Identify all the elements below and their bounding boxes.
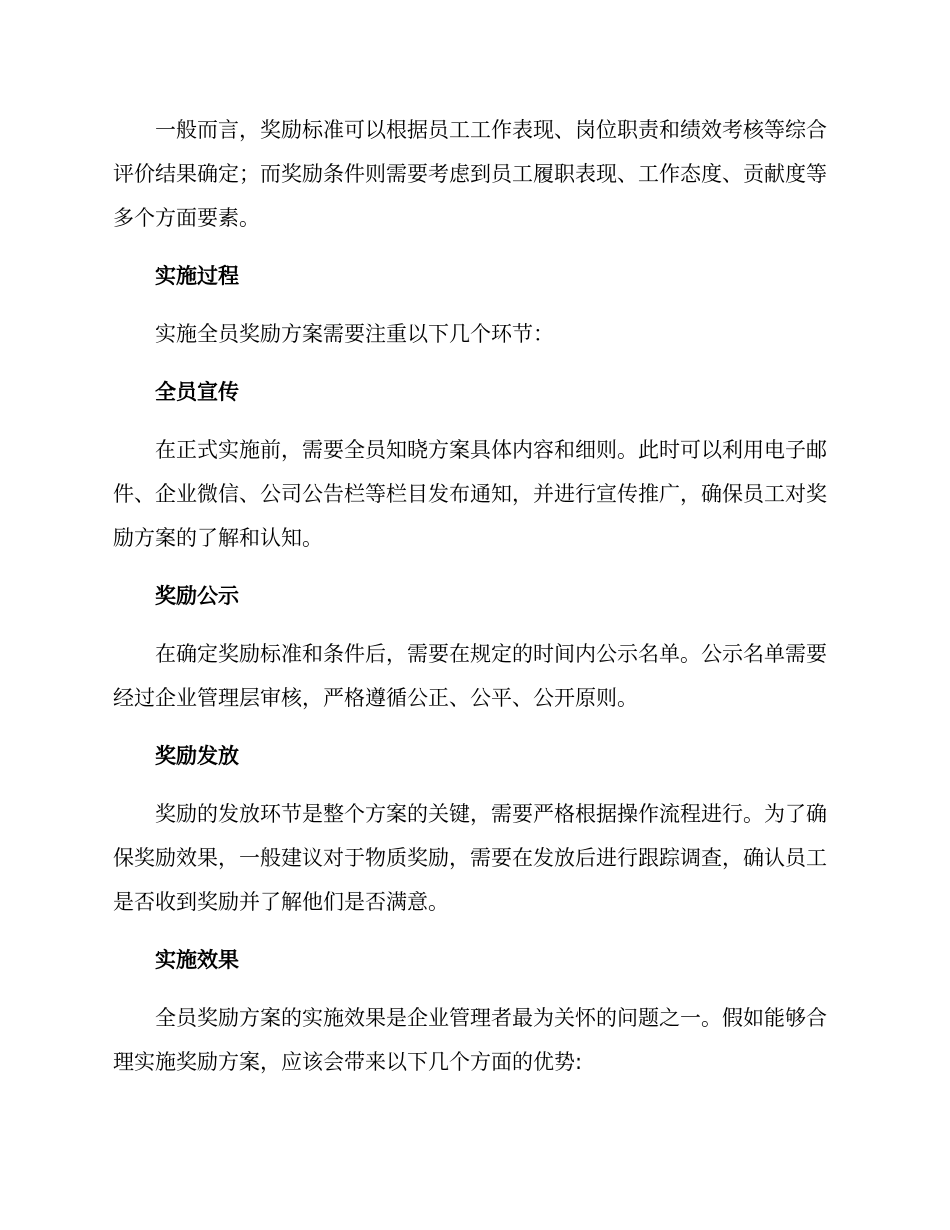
heading-implementation-process: 实施过程: [155, 264, 239, 288]
paragraph-staff-publicity: 在正式实施前，需要全员知晓方案具体内容和细则。此时可以利用电子邮件、企业微信、公司公告栏等栏目发布通知，并进行宣传推广，确保员工对奖励方案的了解和认知。: [113, 438, 827, 550]
paragraph-reward-distribution: 奖励的发放环节是整个方案的关键，需要严格根据操作流程进行。为了确保奖励效果，一般建议对于物质奖励，需要在发放后进行跟踪调查，确认员工是否收到奖励并了解他们是否满意。: [113, 802, 827, 914]
heading-implementation-effect: 实施效果: [155, 948, 239, 972]
paragraph-implementation-intro: 实施全员奖励方案需要注重以下几个环节：: [155, 322, 554, 346]
paragraph-reward-criteria: 一般而言，奖励标准可以根据员工工作表现、岗位职责和绩效考核等综合评价结果确定；而奖励条件则需要考虑到员工履职表现、工作态度、贡献度等多个方面要素。: [113, 118, 827, 230]
heading-reward-announcement: 奖励公示: [155, 584, 239, 608]
heading-staff-publicity: 全员宣传: [155, 380, 239, 404]
paragraph-reward-announcement: 在确定奖励标准和条件后，需要在规定的时间内公示名单。公示名单需要经过企业管理层审核，严格遵循公正、公平、公开原则。: [113, 642, 827, 710]
paragraph-implementation-effect: 全员奖励方案的实施效果是企业管理者最为关怀的问题之一。假如能够合理实施奖励方案，应该会带来以下几个方面的优势:: [113, 1006, 827, 1074]
heading-reward-distribution: 奖励发放: [155, 744, 239, 768]
